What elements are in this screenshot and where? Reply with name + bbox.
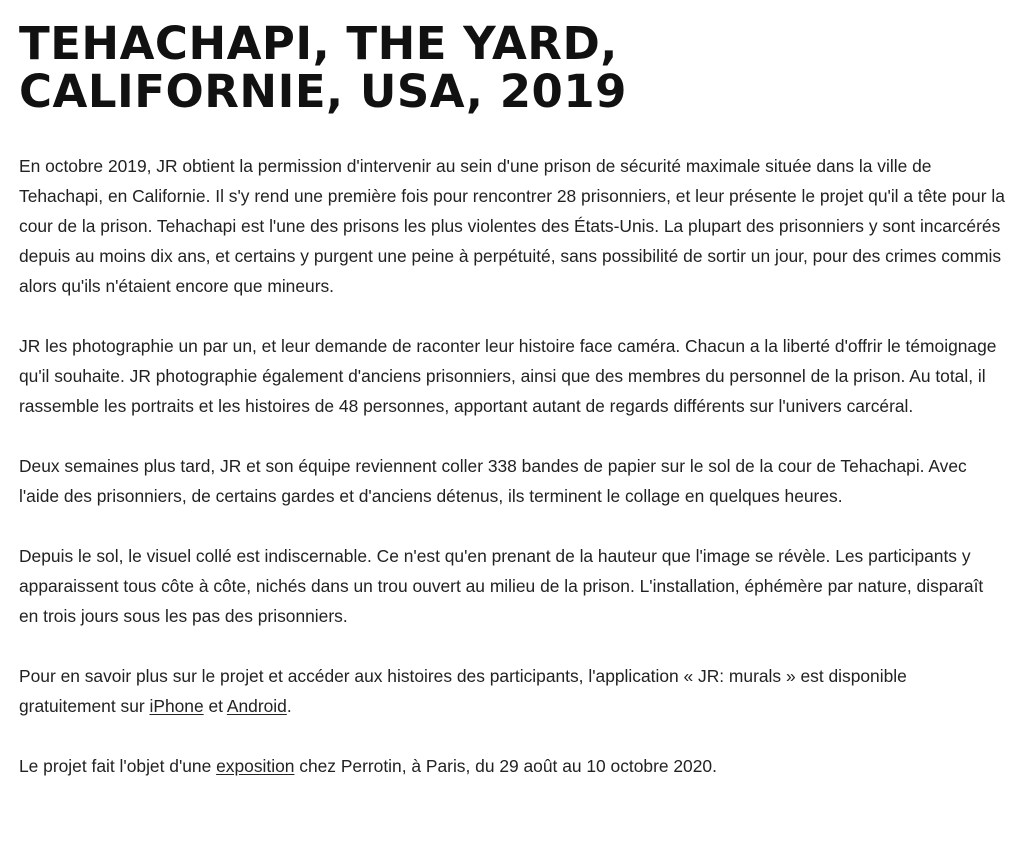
paragraph-exhibition (19, 751, 1005, 781)
app-text-middle: et (203, 696, 227, 716)
app-text-before: Pour en savoir plus sur le projet et accéder aux histoires des participants, l'application « JR: murals » est disponible gratuitement sur (19, 666, 907, 716)
paragraph-reveal: Depuis le sol, le visuel collé est indiscernable. Ce n'est qu'en prenant de la hauteur que l'image se révèle. Les participants y apparaissent tous côte à côte, nichés dans un trou ouvert au milieu de la prison. L'installation, éphémère par nature, disparaît en trois jours sous les pas des prisonniers. (19, 546, 984, 626)
app-text-after: . (286, 696, 292, 716)
exhibition-text-before: Le projet fait l'objet d'une (19, 756, 217, 776)
exhibition-text-after: chez Perrotin, à Paris, du 29 août au 10 octobre 2020. (294, 756, 717, 776)
paragraph-app (19, 661, 1005, 721)
exposition-link[interactable]: exposition (216, 756, 295, 776)
paragraph-intro: En octobre 2019, JR obtient la permission d'intervenir au sein d'une prison de sécurité maximale située dans la ville de Tehachapi, en Californie. Il s'y rend une première fois pour rencontrer 28 prisonniers, et leur présente le projet qu'il a tête pour la cour de la prison. Tehachapi est l'une des prisons les plus violentes des États-Unis. La plupart des prisonniers y sont incarcérés depuis au moins dix ans, et certains y purgent une peine à perpétuité, sans possibilité de sortir un jour, pour des crimes commis alors qu'ils n'étaient encore que mineurs. (19, 156, 1005, 296)
paragraph-collage: Deux semaines plus tard, JR et son équipe reviennent coller 338 bandes de papier sur le sol de la cour de Tehachapi. Avec l'aide des prisonniers, de certains gardes et d'anciens détenus, ils terminent le collage en quelques heures. (19, 456, 967, 506)
paragraph-portraits: JR les photographie un par un, et leur demande de raconter leur histoire face caméra. Chacun a la liberté d'offrir le témoignage qu'il souhaite. JR photographie également d'anciens prisonniers, ainsi que des membres du personnel de la prison. Au total, il rassemble les portraits et les histoires de 48 personnes, apportant autant de regards différents sur l'univers carcéral. (19, 336, 997, 416)
android-link[interactable]: Android (226, 696, 287, 716)
iphone-link[interactable]: iPhone (149, 696, 204, 716)
page-title: TEHACHAPI, THE YARD, CALIFORNIE, USA, 2019 (19, 17, 627, 118)
article-body (19, 151, 1005, 781)
